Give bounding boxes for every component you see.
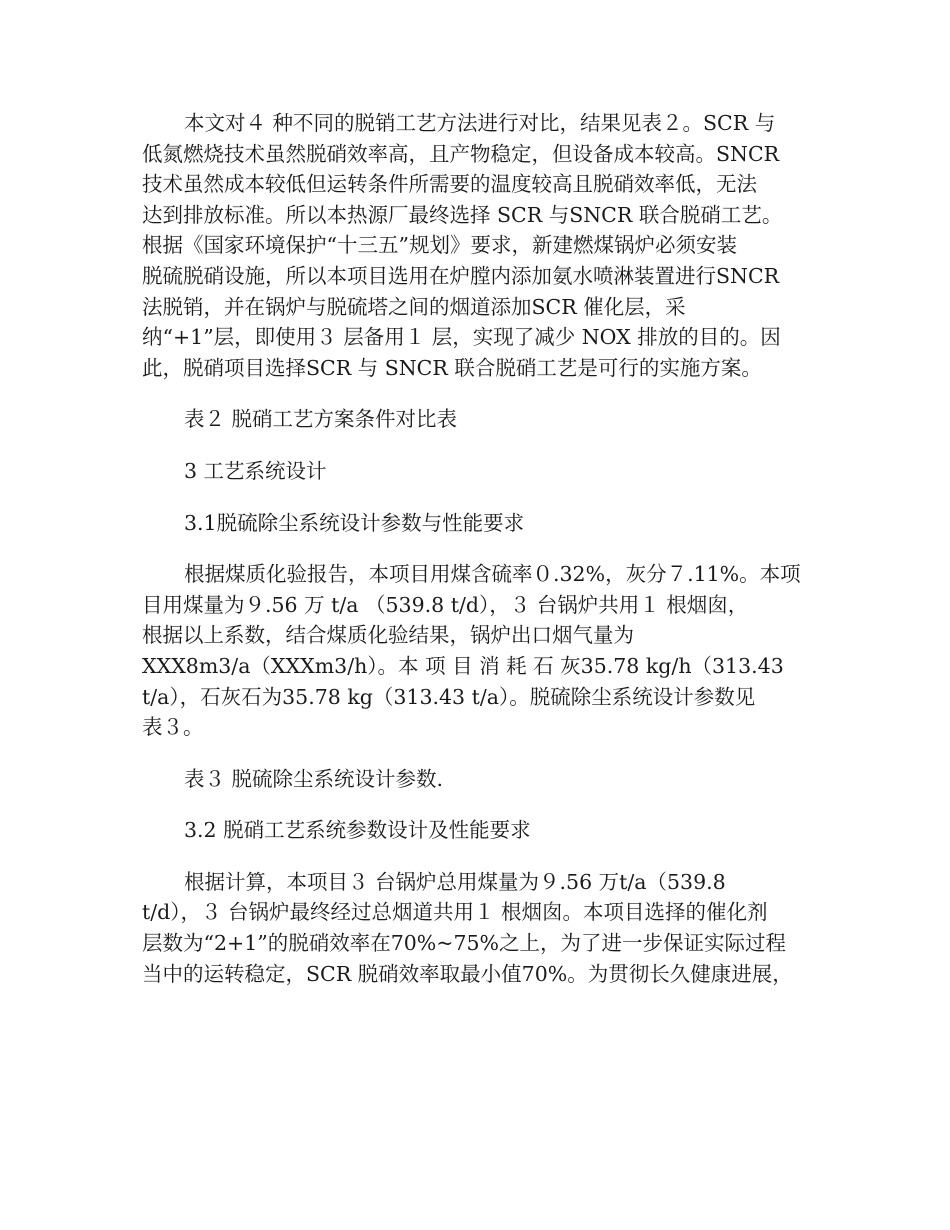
paragraph-denitration-calc — [142, 867, 812, 989]
text-line: 纳“+1”层，即使用３ 层备用１ 层，实现了减少 NOX 排放的目的。因 — [142, 325, 781, 350]
caption-text: 表２ 脱硝工艺方案条件对比表 — [184, 407, 458, 432]
section-heading-3-1 — [142, 508, 812, 539]
heading-text: 3 工艺系统设计 — [184, 458, 327, 483]
text-line: 达到排放标准。所以本热源厂最终选择 SCR 与SNCR 联合脱硝工艺。 — [142, 202, 783, 227]
section-heading-3 — [142, 456, 812, 487]
text-line: 此，脱硝项目选择SCR 与 SNCR 联合脱硝工艺是可行的实施方案。 — [142, 355, 762, 380]
text-line: XXX8m3/a（XXXm3/h）。本 项 目 消 耗 石 灰35.78 kg/h（313.43 — [142, 653, 784, 678]
text-line: 当中的运转稳定，SCR 脱硝效率取最小值70%。为贯彻长久健康进展， — [142, 961, 793, 986]
text-line: 根据煤质化验报告，本项目用煤含硫率０.32%，灰分７.11%。本项 — [184, 562, 801, 587]
text-line: 本文对４ 种不同的脱销工艺方法进行对比，结果见表２。SCR 与 — [184, 111, 776, 135]
heading-text: 3.1脱硫除尘系统设计参数与性能要求 — [184, 510, 525, 535]
paragraph-desulfurization — [142, 559, 812, 743]
text-line: 脱硫脱硝设施，所以本项目选用在炉膛内添加氨水喷淋装置进行SNCR — [142, 263, 780, 288]
text-line: t/a），石灰石为35.78 kg（313.43 t/a）。脱硫除尘系统设计参数见 — [142, 684, 756, 709]
text-line: 表３。 — [142, 715, 204, 740]
text-line: 根据《国家环境保护“十三五”规划》要求，新建燃煤锅炉必须安装 — [142, 233, 737, 258]
text-line: 目用煤量为９.56 万 t/a （539.8 t/d），３ 台锅炉共用１ 根烟囱， — [142, 592, 749, 617]
heading-text: 3.2 脱硝工艺系统参数设计及性能要求 — [184, 818, 531, 843]
document-page — [142, 108, 812, 1010]
text-line: 技术虽然成本较低但运转条件所需要的温度较高且脱硝效率低，无法 — [142, 172, 757, 197]
caption-text: 表３ 脱硫除尘系统设计参数. — [184, 766, 444, 791]
text-line: 根据计算，本项目３ 台锅炉总用煤量为９.56 万t/a（539.8 — [184, 869, 726, 894]
table-3-caption — [142, 764, 812, 795]
paragraph-process-comparison — [142, 108, 812, 383]
text-line: 法脱销，并在锅炉与脱硫塔之间的烟道添加SCR 催化层，采 — [142, 294, 686, 319]
table-2-caption — [142, 404, 812, 435]
text-line: 根据以上系数，结合煤质化验结果，锅炉出口烟气量为 — [142, 623, 634, 648]
text-line: t/d），３ 台锅炉最终经过总烟道共用１ 根烟囱。本项目选择的催化剂 — [142, 900, 768, 925]
text-line: 层数为“2+1”的脱硝效率在70%~75%之上，为了进一步保证实际过程 — [142, 931, 787, 956]
text-line: 低氮燃烧技术虽然脱硝效率高，且产物稳定，但设备成本较高。SNCR — [142, 141, 780, 166]
section-heading-3-2 — [142, 815, 812, 846]
